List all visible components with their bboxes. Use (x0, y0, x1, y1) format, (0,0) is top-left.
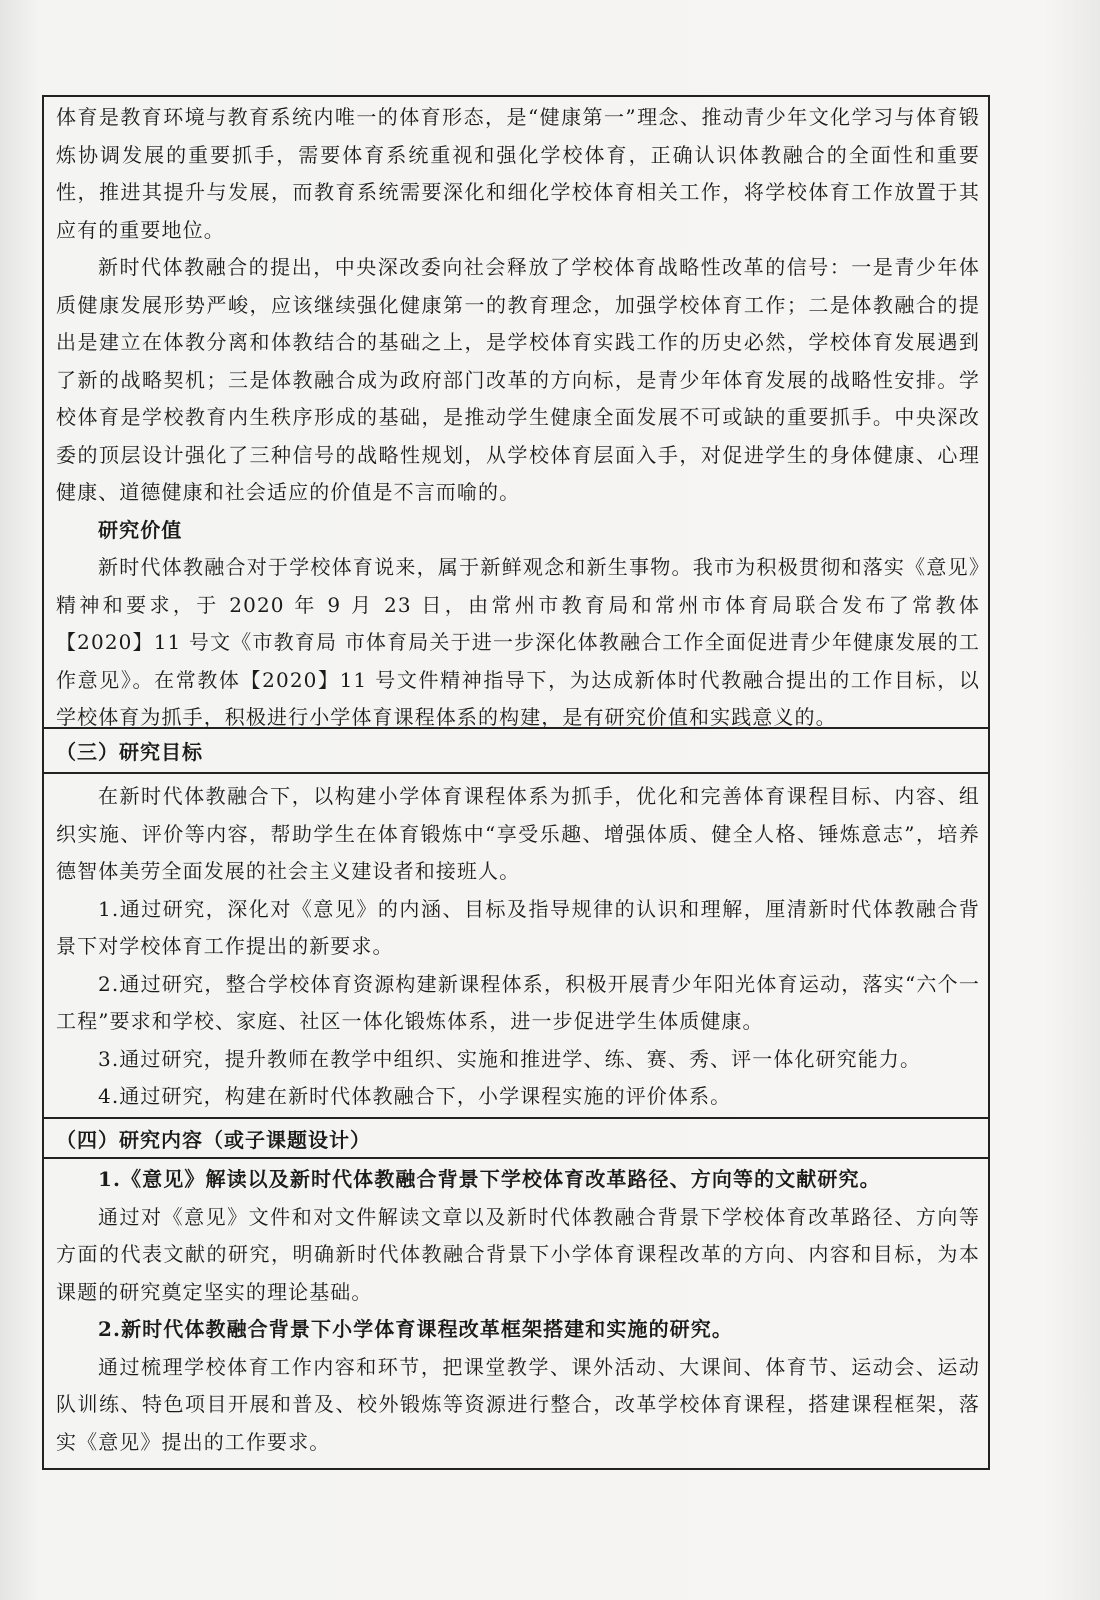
content-item-title: 2.新时代体教融合背景下小学体育课程改革框架搭建和实施的研究。 (98, 1317, 733, 1341)
research-value-heading: 研究价值 (98, 517, 183, 542)
background-cell (44, 97, 988, 729)
paragraph: 新时代体教融合对于学校体育说来，属于新鲜观念和新生事物。我市为积极贯彻和落实《意见》精神和要求，于 2020 年 9 月 23 日，由常州市教育局和常州市体育局联合发布了常教体【2020】11 号文《市教育局 市体育局关于进一步深化体教融合工作全面促进青少年健康发展的工作意见》。在常教体【2020】11 号文件精神指导下，为达成新体时代教融合提出的工作目标，以学校体育为抓手，积极进行小学体育课程体系的构建，是有研究价值和实践意义的。 (56, 555, 980, 729)
paragraph: 新时代体教融合的提出，中央深改委向社会释放了学校体育战略性改革的信号：一是青少年体质健康发展形势严峻，应该继续强化健康第一的教育理念，加强学校体育工作；二是体教融合的提出是建立在体教分离和体教结合的基础之上，是学校体育实践工作的历史必然，学校体育发展遇到了新的战略契机；三是体教融合成为政府部门改革的方向标，是青少年体育发展的战略性安排。学校体育是学校教育内生秩序形成的基础，是推动学生健康全面发展不可或缺的重要抓手。中央深改委的顶层设计强化了三种信号的战略性规划，从学校体育层面入手，对促进学生的身体健康、心理健康、道德健康和社会适应的价值是不言而喻的。 (56, 255, 980, 504)
goal-item: 2.通过研究，整合学校体育资源构建新课程体系，积极开展青少年阳光体育运动，落实“六个一工程”要求和学校、家庭、社区一体化锻炼体系，进一步促进学生体质健康。 (56, 971, 980, 1033)
goal-item: 4.通过研究，构建在新时代体教融合下，小学课程实施的评价体系。 (98, 1084, 732, 1108)
content-item-title: 1.《意见》解读以及新时代体教融合背景下学校体育改革路径、方向等的文献研究。 (98, 1167, 881, 1191)
paragraph: 通过对《意见》文件和对文件解读文章以及新时代体教融合背景下学校体育改革路径、方向等方面的代表文献的研究，明确新时代体教融合背景下小学体育课程改革的方向、内容和目标，为本课题的研究奠定坚实的理论基础。 (56, 1204, 980, 1304)
paragraph: 通过梳理学校体育工作内容和环节，把课堂教学、课外活动、大课间、体育节、运动会、运动队训练、特色项目开展和普及、校外锻炼等资源进行整合，改革学校体育课程，搭建课程框架，落实《意见》提出的工作要求。 (56, 1354, 980, 1454)
goal-item: 1.通过研究，深化对《意见》的内涵、目标及指导规律的认识和理解，厘清新时代体教融合背景下对学校体育工作提出的新要求。 (56, 896, 980, 958)
section-4-body-cell (44, 1159, 988, 1467)
section-4-heading: （四）研究内容（或子课题设计） (56, 1128, 371, 1152)
section-4-header-cell (44, 1119, 988, 1159)
goal-item: 3.通过研究，提升教师在教学中组织、实施和推进学、练、赛、秀、评一体化研究能力。 (98, 1046, 922, 1071)
document-table (42, 95, 990, 1470)
paragraph: 在新时代体教融合下，以构建小学体育课程体系为抓手，优化和完善体育课程目标、内容、组织实施、评价等内容，帮助学生在体育锻炼中“享受乐趣、增强体质、健全人格、锤炼意志”，培养德智体美劳全面发展的社会主义建设者和接班人。 (56, 784, 980, 883)
paragraph: 体育是教育环境与教育系统内唯一的体育形态，是“健康第一”理念、推动青少年文化学习与体育锻炼协调发展的重要抓手，需要体育系统重视和强化学校体育，正确认识体教融合的全面性和重要性，推进其提升与发展，而教育系统需要深化和细化学校体育相关工作，将学校体育工作放置于其应有的重要地位。 (56, 105, 980, 242)
section-3-body-cell (44, 774, 988, 1119)
section-3-heading: （三）研究目标 (56, 740, 203, 764)
